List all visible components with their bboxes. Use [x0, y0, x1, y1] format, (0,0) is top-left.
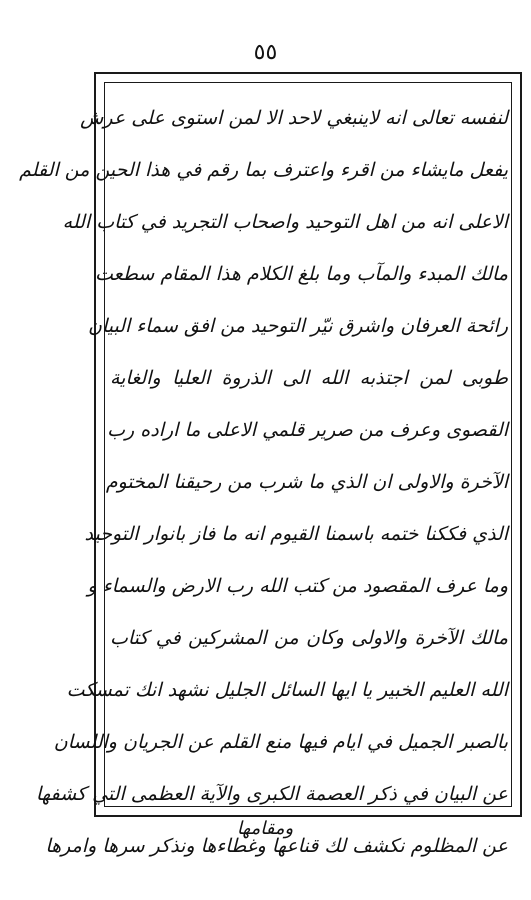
text-line: بالصبر الجميل في ايام فيها منع القلم عن الجريان واللسان: [53, 731, 508, 753]
text-line: الله العليم الخبير يا ايها السائل الجليل نشهد انك تمسكت: [66, 679, 508, 701]
text-line: لنفسه تعالى انه لاينبغي لاحد الا لمن استوى على عرش: [80, 107, 508, 129]
text-line: مالك الآخرة والاولى وكان من المشركين في كتاب: [110, 627, 508, 649]
page-number: ٥٥: [253, 40, 278, 65]
text-line: طوبى لمن اجتذبه الله الى الذروة العليا والغاية: [110, 367, 508, 389]
text-line: الآخرة والاولى ان الذي ما شرب من رحيقنا المختوم: [105, 471, 508, 493]
text-line: يفعل مايشاء من اقرء واعترف بما رقم في هذا الحين من القلم: [19, 159, 508, 181]
text-line: وما عرف المقصود من كتب الله رب الارض والسماء و: [87, 575, 508, 597]
text-line: الذي فككنا ختمه باسمنا القيوم انه ما فاز بانوار التوحيد: [84, 523, 508, 545]
catchword: ومقامها: [236, 818, 294, 839]
text-line: الاعلى انه من اهل التوحيد واصحاب التجريد في كتاب الله: [62, 211, 508, 233]
text-line: عن البيان في ذكر العصمة الكبرى والآية العظمى التي كشفها: [35, 783, 508, 805]
text-line: عن المظلوم نكشف لك قناعها وغطاءها ونذكر سرها وامرها: [45, 835, 508, 857]
text-line: رائحة العرفان واشرق نيّر التوحيد من افق سماء البيان: [88, 315, 508, 337]
text-line: مالك المبدء والمآب وما بلغ الكلام هذا المقام سطعت: [95, 263, 508, 285]
text-line: القصوى وعرف من صرير قلمي الاعلى ما اراده رب: [107, 419, 508, 441]
